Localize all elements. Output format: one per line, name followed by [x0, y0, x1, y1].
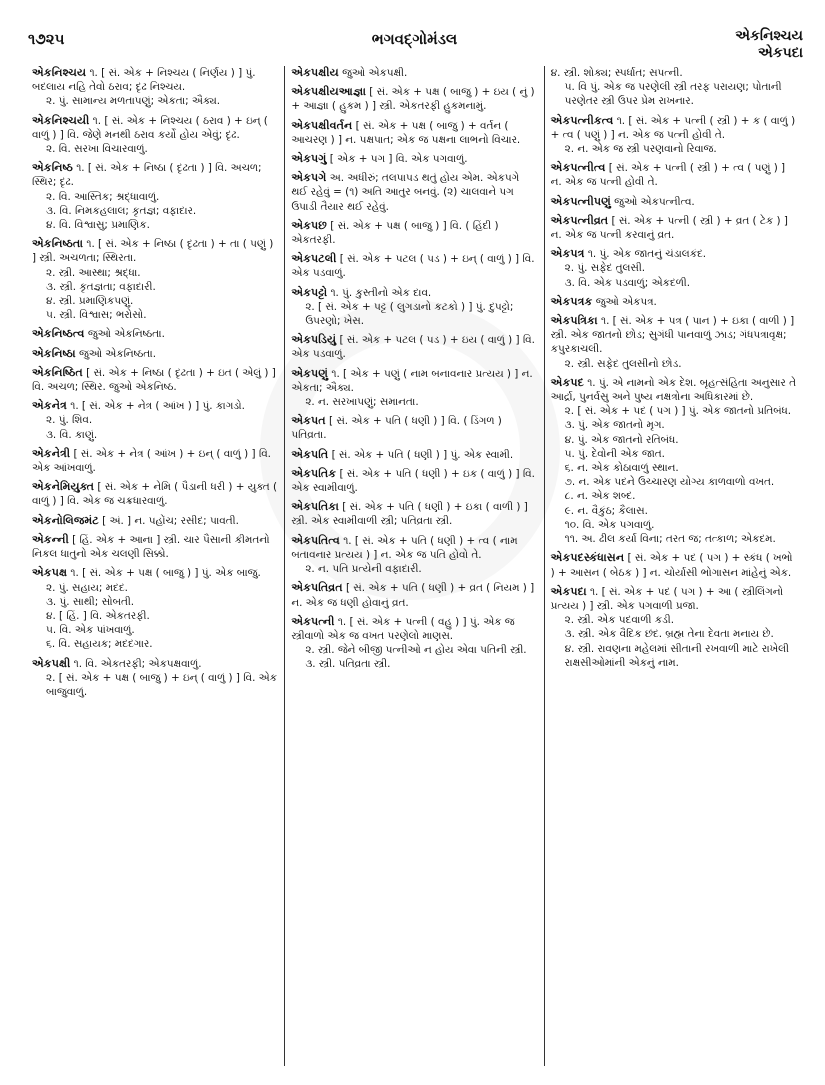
dictionary-entry [32, 347, 278, 361]
dictionary-entry [291, 333, 537, 361]
entry-sense: ૨. વિ. આસ્તિક; શ્રદ્ધાવાળું. [46, 190, 160, 203]
entry-sense: ૨. [ સં. એક + પક્ષ ( બાજુ ) + ઇન્ ( વાળું ) ] વિ. એક બાજુવાળું. [46, 671, 277, 698]
dictionary-entry [551, 585, 797, 670]
entry-sense: ૫. સ્ત્રી. વિશ્વાસ; ભરોસો. [46, 309, 147, 322]
entry-headword: એકપતિક [291, 466, 337, 480]
dictionary-entry [551, 114, 797, 157]
entry-sense: ૨. સ્ત્રી. સફેદ તુલસીનો છોડ. [564, 357, 682, 370]
column-3 [544, 66, 803, 1066]
entry-headword: એકપદસ્કંધાસન [550, 551, 625, 565]
dictionary-entry [551, 551, 797, 579]
entry-sense: ૩. પું. સાથી; સોબતી. [46, 595, 135, 608]
entry-definition: જુઓ એકનિષ્ઠતા. [78, 347, 156, 360]
entry-definition: ૧. પું. એક જાતનું ચંડાલકંદ. [587, 248, 707, 261]
entry-sense: ૨. પું. શિવ. [46, 414, 93, 427]
dictionary-entry [291, 219, 537, 247]
entry-headword: એકનેમિયુક્ત [32, 480, 95, 494]
entry-definition: ૧. [ સં. એક + પતિ ( ધણી ) + ત્વ ( નામ બતાવનાર પ્રત્યય ) ] ન. એક જ પતિ હોવો તે. [291, 534, 518, 561]
entry-headword: એકપગે [291, 171, 327, 185]
entry-sense: ૬. વિ. સહાયક; મદદગાર. [46, 638, 153, 651]
entry-sense: ૨. વિ. સરખા વિચારવાળું. [46, 143, 148, 156]
entry-definition: [ સં. એક + પત્ની ( સ્ત્રી ) + વ્રત ( ટેક ) ] ન. એક જ પત્ની કરવાનું વ્રત. [550, 214, 788, 242]
entry-headword: એકપતિ [291, 447, 329, 461]
entry-definition: [ સં. એક + પક્ષ ( બાજુ ) ] વિ. ( હિંદી ) એકતરફી. [291, 219, 499, 247]
entry-definition: [ સં. એક + પતિ ( ધણી ) ] વિ. ( ડિંગળ ) પતિવ્રતા. [291, 415, 502, 442]
entry-headword: એકપટલી [291, 252, 337, 266]
entry-headword: એકપત્ર [550, 247, 585, 261]
entry-sense: ૫. પું. દેવોની એક જાત. [564, 447, 665, 460]
page-number: ૧૭૨૫ [28, 30, 65, 48]
entry-definition: [ સં. એક + પદ ( પગ ) + સ્કંધ ( ખભો ) + આસન ( બેઠક ) ] ન. ચોર્યાસી ભોગાસન માંહેનું એક. [550, 552, 793, 579]
entry-definition: ૪. સ્ત્રી. શોક્ય; સ્પર્ધાત; સપત્ની. [550, 67, 683, 79]
dictionary-entry [32, 114, 278, 157]
entry-sense: ૩. સ્ત્રી. કૃતજ્ઞતા; વફાદારી. [46, 280, 156, 293]
entry-headword: એકપત્રક [550, 294, 593, 308]
entry-definition: જુઓ એકપત્નીત્વ. [614, 195, 695, 208]
entry-definition: જુઓ એકપક્ષી. [342, 67, 408, 79]
entry-sense: ૩. સ્ત્રી. એક વૈદિક છંદ. બ્રહ્મ તેના દેવતા મનાય છે. [564, 628, 774, 641]
dictionary-entry [291, 66, 537, 80]
guide-word-last: એકપદા [758, 45, 803, 61]
entry-sense: ૨. ન. એક જ સ્ત્રી પરણવાનો રિવાજ. [564, 143, 717, 156]
entry-definition: [ સં. એક + પટલ ( પડ ) + ઇય ( વાળું ) ] વિ. એક પડવાળું. [291, 334, 535, 361]
entry-headword: એકનિશ્ચય [32, 66, 87, 79]
dictionary-entry [291, 171, 537, 214]
dictionary-entry [291, 367, 537, 410]
entry-definition: [ એક + પગ ] વિ. એક પગવાળું. [329, 153, 468, 166]
entry-definition: જુઓ એકપત્ર. [595, 295, 657, 308]
entry-sense: ૭. ન. એક પદને ઉચ્ચારણ યોગ્ય કાળવાળો વખત. [564, 476, 775, 489]
entry-sense: ૨. સ્ત્રી. આસ્થા; શ્રદ્ધા. [46, 266, 141, 279]
dictionary-entry [291, 500, 537, 528]
entry-headword: એકનિષ્ઠતા [32, 237, 84, 251]
entry-definition: અ. અધીરું; તલપાપડ થતું હોય એમ. એકપગે થઈ રહેવું = (૧) અતિ આતુર બનવું. (૨) ચાલવાને પગ ઉપાડી તૈયાર થઈ રહેવું. [291, 172, 520, 213]
entry-sense: ૩. વિ. એક પડવાળું; એકદળી. [564, 276, 691, 289]
dictionary-entry [291, 448, 537, 462]
dictionary-entry [32, 566, 278, 651]
dictionary-entry [32, 514, 278, 528]
dictionary-entry [32, 161, 278, 232]
entry-headword: એકપતિકા [291, 500, 339, 514]
entry-sense: ૨. પું. સામાન્ય મળતાપણું; એકતા; ઐક્ય. [46, 95, 221, 108]
entry-sense: ૨. ન. સરખાપણું; સમાનતા. [305, 396, 419, 409]
dictionary-entry [32, 657, 278, 700]
entry-definition: ૧. પું. કુસ્તીનો એક દાવ. [330, 286, 432, 299]
dictionary-entry [291, 286, 537, 329]
dictionary-entry [551, 376, 797, 546]
dictionary-entry [291, 534, 537, 577]
entry-definition: ૧. [ સં. એક + નિશ્ચય ( નિર્ણય ) ] પું. બદલાય નહિ તેવો ઠરાવ; દૃઢ નિશ્ચય. [32, 67, 256, 94]
dictionary-entry [291, 581, 537, 609]
dictionary-entry [32, 480, 278, 508]
entry-headword: એકપત્નીત્વ [550, 161, 606, 175]
entry-definition: ૧. [ સં. એક + પદ ( પગ ) + આ ( સ્ત્રીલિંગનો પ્રત્યય ) ] સ્ત્રી. એક પગવાળી પ્રજા. [550, 585, 784, 612]
dictionary-entry [551, 195, 797, 209]
entry-definition: ૧. વિ. એકતરફી; એકપક્ષવાળું. [73, 657, 202, 670]
dictionary-entry [291, 152, 537, 166]
dictionary-entry [32, 533, 278, 561]
entry-headword: એકનિષ્ઠા [32, 346, 76, 360]
entry-headword: એકપત્નીકત્વ [550, 113, 614, 127]
entry-headword: એકપણું [291, 366, 329, 380]
dictionary-entry [291, 414, 537, 442]
entry-headword: એકનેત્રી [32, 446, 71, 460]
column-2 [284, 66, 543, 1066]
entry-headword: એકપદ [550, 375, 584, 389]
entry-headword: એકપત્ની [291, 614, 335, 628]
guide-word-first: એકનિશ્ચય [735, 28, 803, 44]
entry-headword: એકનિશ્ચયી [32, 113, 90, 127]
column-1 [26, 66, 284, 1066]
entry-headword: એકનિષ્ઠ [32, 161, 73, 175]
entry-headword: એકનોલિજમંટ [32, 513, 99, 527]
entry-headword: એકપતિવ્રત [291, 581, 343, 595]
entry-definition: ૧. [ સં. એક + નિષ્ઠા ( દૃઢતા ) ] વિ. અચળ; સ્થિર; દૃઢ. [32, 162, 262, 189]
entry-sense: ૨. સ્ત્રી. જેને બીજી પત્નીઓ ન હોય એવા પતિની સ્ત્રી. [305, 644, 527, 657]
entry-definition: ૧. [ સં. એક + નિષ્ઠા ( દૃઢતા ) + તા ( પણું ) ] સ્ત્રી. અચળતા; સ્થિરતા. [32, 238, 274, 265]
entry-headword: એકન્ની [32, 532, 69, 546]
entry-definition: [ સં. એક + પતિ ( ધણી ) + વ્રત ( નિયમ ) ] ન. એક જ ધણી હોવાનું વ્રત. [291, 582, 535, 609]
page-header [26, 26, 803, 66]
entry-sense: ૧૧. અ. ઢીલ કર્યા વિના; તરત જ; તત્કાળ; એકદમ. [564, 533, 776, 546]
entry-headword: એકપક્ષીવર્તન [291, 118, 353, 132]
entry-sense: ૩. વિ. નિમકહલાલ; કૃતજ્ઞ; વફાદાર. [46, 204, 197, 217]
columns [26, 66, 803, 1066]
entry-headword: એકપક્ષીય [291, 66, 339, 79]
dictionary-entry [551, 247, 797, 290]
entry-definition: [ સં. એક + નેત્ર ( આંખ ) + ઇન્ ( વાળું ) ] વિ. એક આંખવાળું. [32, 447, 271, 475]
entry-definition: ૧. પું. એ નામનો એક દેશ. બૃહત્સંહિતા અનુસાર તે આર્દ્રા, પુનર્વસુ અને પુષ્ય નક્ષત્રોના અધિકારમાં છે. [550, 376, 796, 404]
entry-sense: ૪. પું. એક જાતનો રતિબંધ. [564, 433, 679, 446]
entry-definition: ૧. [ સં. એક + નેત્ર ( આંખ ) ] પું. કાગડો. [70, 400, 245, 413]
entry-definition: ૧. [ સં. એક + નિશ્ચય ( ઠરાવ ) + ઇન્ ( વાળું ) ] વિ. જેણે મનથી ઠરાવ કર્યો હોય એવું; દૃઢ. [32, 114, 268, 141]
entry-sense: ૯. ન. વૈકુંઠ; કૈલાસ. [564, 504, 648, 517]
entry-sense: ૩. વિ. કાણું. [46, 428, 98, 441]
entry-headword: એકપત્રિકા [550, 314, 598, 328]
entry-definition: [ સં. એક + નેમિ ( પૈડાની ધરી ) + યુક્ત ( વાળું ) ] વિ. એક જ ચક્રધારવાળું. [32, 481, 278, 508]
entry-definition: ૧. [ સં. એક + પત્ની ( સ્ત્રી ) + ક ( વાળું ) + ત્વ ( પણું ) ] ન. એક જ પત્ની હોવી તે. [550, 114, 796, 141]
entry-definition: ૧. [ સં. એક + પત્ની ( વહુ ) ] પું. એક જ સ્ત્રીવાળો એક જ વખત પરણેલો માણસ. [291, 615, 515, 642]
entry-definition: ૧. [ સં. એક + પક્ષ ( બાજુ ) ] પું. એક બાજુ. [70, 567, 261, 580]
entry-sense: ૩. પું. એક જાતનો મૃગ. [564, 419, 665, 432]
entry-headword: એકપક્ષ [32, 566, 68, 580]
running-head: ભગવદ્ગોમંડલ [371, 30, 458, 48]
entry-sense: ૨. [ સં. એક + પટ્ટ ( લુગડાનો કટકો ) ] પું. દુપટ્ટો; ઉપરણો; ખેસ. [305, 300, 514, 328]
entry-headword: એકપગું [291, 152, 327, 166]
entry-definition: [ સં. એક + પક્ષ ( બાજુ ) + ઇય ( નું ) + આજ્ઞા ( હુકમ ) ] સ્ત્રી. એકતરફી હુકમનામું. [291, 86, 535, 113]
dictionary-entry [551, 161, 797, 189]
dictionary-entry [32, 399, 278, 442]
entry-definition: ૧. [ સં. એક + પત્ર ( પાન ) + ઇકા ( વાળી ) ] સ્ત્રી. એક જાતનો છોડ; સુગંધી પાનવાળું ઝાડ; ગંધપત્રાવૃક્ષ; કપુરકાચલી. [550, 315, 795, 356]
entry-definition: ૧. [ એક + પણું ( નામ બનાવનાર પ્રત્યય ) ] ન. એકતા; ઐક્ય. [291, 367, 533, 394]
entry-definition: [ સં. એક + નિષ્ઠા ( દૃઢતા ) + ઇત ( એલું ) ] વિ. અચળ; સ્થિર. જુઓ એકનિષ્ઠ. [32, 366, 276, 394]
dictionary-entry [291, 119, 537, 147]
entry-definition: [ સં. એક + પત્ની ( સ્ત્રી ) + ત્વ ( પણું ) ] ન. એક જ પત્ની હોવી તે. [550, 162, 786, 189]
entry-sense: ૪. સ્ત્રી. રાવણના મહેલમાં સીતાની રખવાળી માટે રાખેલી રાક્ષસીઓમાંની એકનું નામ. [564, 642, 789, 669]
dictionary-entry [291, 615, 537, 672]
dictionary-entry [32, 327, 278, 341]
entry-headword: એકપત [291, 414, 326, 428]
entry-definition: [ સં. એક + પતિ ( ધણી ) + ઇકા ( વાળી ) ] સ્ત્રી. એક સ્વામીવાળી સ્ત્રી; પતિવ્રતા સ્ત્રી. [291, 501, 528, 528]
entry-headword: એકપટ્ટો [291, 285, 328, 299]
entry-sense: ૩. સ્ત્રી. પતિવ્રતા સ્ત્રી. [305, 658, 391, 671]
entry-definition: [ સં. એક + પતિ ( ધણી ) ] પું. એક સ્વામી. [331, 448, 514, 461]
entry-headword: એકપતિત્વ [291, 533, 340, 547]
dictionary-entry [291, 467, 537, 495]
entry-headword: એકપત્નીપણું [550, 194, 611, 208]
entry-headword: એકનેત્ર [32, 399, 67, 413]
entry-definition: [ સં. એક + પટલ ( પડ ) + ઇન્ ( વાળું ) ] વિ. એક પડવાળું. [291, 253, 535, 280]
entry-definition: [ હિં. એક + આના ] સ્ત્રી. ચાર પૈસાની કીમતનો નિકલ ધાતુનો એક ચલણી સિક્કો. [32, 533, 270, 561]
entry-sense: ૫. વિ. એક પાંખવાળું. [46, 624, 135, 637]
dictionary-entry [551, 295, 797, 309]
guide-words [735, 28, 803, 62]
entry-headword: એકપક્ષી [32, 656, 71, 670]
dictionary-entry [551, 314, 797, 371]
dictionary-entry [32, 447, 278, 475]
dictionary-entry [291, 85, 537, 113]
entry-definition: [ અં. ] ન. પહોંચ; રસીદ; પાવતી. [102, 514, 239, 527]
entry-sense: ૪. વિ. વિશ્વાસુ; પ્રમાણિક. [46, 219, 150, 232]
dictionary-entry [291, 252, 537, 280]
entry-headword: એકપડિયું [291, 333, 337, 347]
entry-definition: [ સં. એક + પક્ષ ( બાજુ ) + વર્તન ( આચરણ ) ] ન. પક્ષપાત; એક જ પક્ષના લાભનો વિચાર. [291, 119, 521, 146]
entry-headword: એકપત્નીવ્રત [550, 213, 609, 227]
entry-sense: ૨. [ સં. એક + પદ ( પગ ) ] પું. એક જાતનો પ્રતિબંધ. [564, 405, 792, 418]
entry-sense: ૨. પું. સફેદ તુલસી. [564, 262, 646, 275]
entry-sense: ૨. ન. પતિ પ્રત્યેની વફાદારી. [305, 563, 422, 576]
entry-headword: એકપક્ષીયઆજ્ઞા [291, 85, 366, 99]
entry-sense: ૬. ન. એક કોઠાવાળું સ્થાન. [564, 462, 679, 475]
entry-headword: એકનિષ્ઠત્વ [32, 327, 85, 341]
entry-headword: એકપદા [550, 584, 587, 598]
dictionary-entry [32, 237, 278, 322]
dictionary-entry [32, 366, 278, 394]
entry-sense: ૮. ન. એક શબ્દ. [564, 490, 636, 503]
entry-definition: [ સં. એક + પતિ ( ધણી ) + ઇક ( વાળું ) ] વિ. એક સ્વામીવાળું. [291, 467, 535, 495]
entry-headword: એકપછ [291, 218, 327, 232]
entry-definition: જુઓ એકનિષ્ઠતા. [87, 328, 165, 341]
entry-sense: ૫. વિ પું. એક જ પરણેલી સ્ત્રી તરફ પરાયણ; પોતાની પરણેતર સ્ત્રી ઉપર પ્રેમ રાખનાર. [564, 81, 782, 108]
entry-sense: ૨. પું. સહાય; મદદ. [46, 581, 128, 594]
entry-sense: ૪. સ્ત્રી. પ્રમાણિકપણું. [46, 295, 134, 308]
entry-headword: એકનિષ્ઠિત [32, 365, 83, 379]
dictionary-entry [32, 66, 278, 109]
entry-sense: ૪. [ હિં. ] વિ. એકતરફી. [46, 609, 150, 622]
entry-sense: ૧૦. વિ. એક પગવાળું. [564, 518, 655, 531]
entry-sense: ૨. સ્ત્રી. એક પદવાળી કડી. [564, 614, 675, 627]
dictionary-entry [551, 214, 797, 242]
dictionary-entry [551, 66, 797, 109]
